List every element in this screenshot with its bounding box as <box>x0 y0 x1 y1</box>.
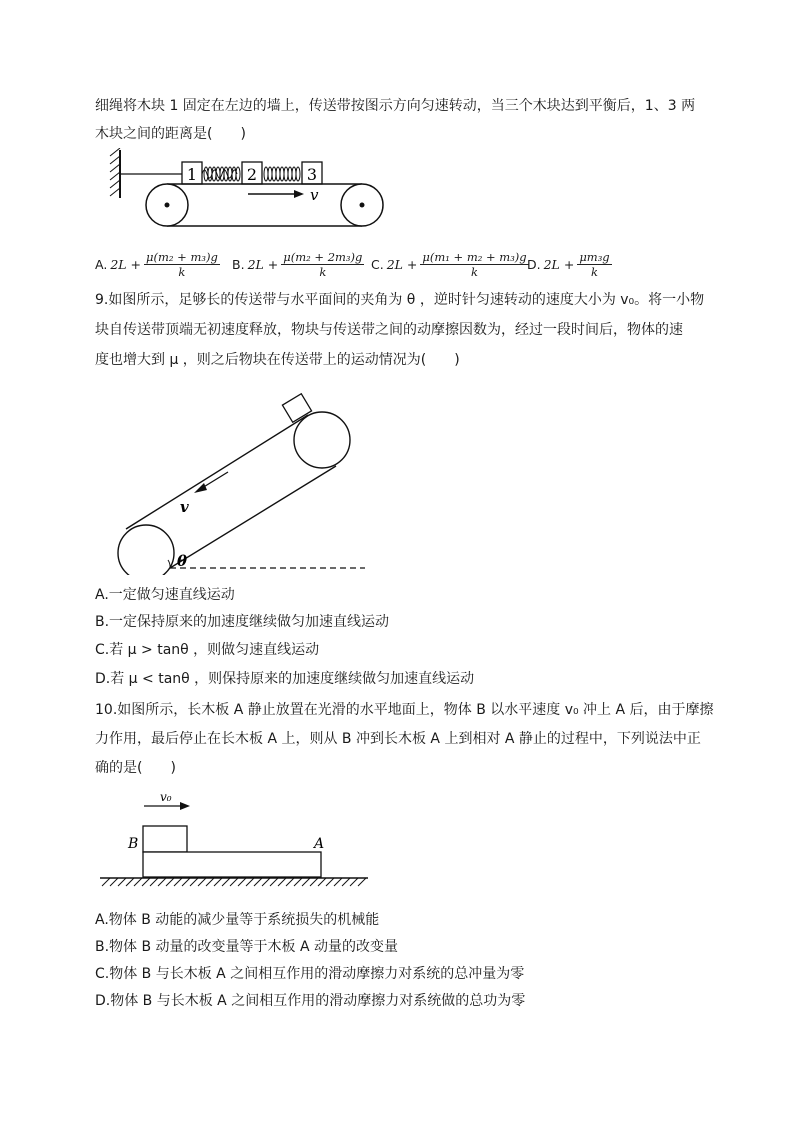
fraction <box>281 250 364 279</box>
ground-hatch <box>102 878 366 886</box>
denominator: k <box>178 264 186 279</box>
q8-stem-line1: 细绳将木块 1 固定在左边的墙上，传送带按图示方向匀速转动，当三个木块达到平衡后，1、3 两 <box>95 98 696 114</box>
q9-option-a[interactable]: A.一定做匀速直线运动 <box>95 587 235 603</box>
choice-prefix: 2L + <box>386 256 418 272</box>
choice-prefix: 2L + <box>543 256 575 272</box>
top-pulley <box>294 412 350 468</box>
q8-choices <box>95 246 715 282</box>
q9-stem-line3: 度也增大到 μ ，则之后物块在传送带上的运动情况为( ) <box>95 352 460 368</box>
q9-stem-line1: 9.如图所示，足够长的传送带与水平面间的夹角为 θ ，逆时针匀速转动的速度大小为 v₀。将一小物 <box>95 292 705 308</box>
q9-incline-figure <box>110 390 370 575</box>
q10-option-a[interactable]: A.物体 B 动能的减少量等于系统损失的机械能 <box>95 912 380 928</box>
label-a: A <box>314 836 325 852</box>
q10-stem-line3: 确的是( ) <box>95 760 176 776</box>
q10-option-c[interactable]: C.物体 B 与长木板 A 之间相互作用的滑动摩擦力对系统的总冲量为零 <box>95 966 525 982</box>
numerator: μm₃g <box>579 249 610 264</box>
belt-upper <box>126 415 308 529</box>
q9-option-b[interactable]: B.一定保持原来的加速度继续做匀加速直线运动 <box>95 614 390 630</box>
block-3-label: 3 <box>306 165 318 184</box>
board-a <box>143 852 321 877</box>
q10-stem-line2: 力作用，最后停止在长木板 A 上，则从 B 冲到长木板 A 上到相对 A 静止的过程中，下列说法中正 <box>95 731 701 747</box>
bottom-pulley <box>118 525 174 575</box>
denominator: k <box>471 264 479 279</box>
q8-conveyor-figure <box>100 148 390 233</box>
q10-board-figure <box>98 786 373 891</box>
denominator: k <box>591 264 598 279</box>
q8-choice-b[interactable] <box>232 246 364 282</box>
choice-prefix: 2L + <box>247 256 279 272</box>
q8-choice-c[interactable] <box>371 246 529 282</box>
choice-prefix: 2L + <box>110 256 142 272</box>
angle-label: θ <box>177 552 188 570</box>
block-1-label: 1 <box>186 165 198 184</box>
choice-label: B. <box>232 256 245 272</box>
fraction <box>577 250 611 279</box>
fraction <box>144 250 220 279</box>
q10-option-b[interactable]: B.物体 B 动量的改变量等于木板 A 动量的改变量 <box>95 939 399 955</box>
block-b <box>143 826 187 852</box>
q9-option-c[interactable]: C.若 μ > tanθ ，则做匀速直线运动 <box>95 642 320 658</box>
q8-choice-a[interactable] <box>95 246 220 282</box>
numerator: μ(m₁ + m₂ + m₃)g <box>422 249 527 264</box>
label-b: B <box>128 836 139 852</box>
q10-option-d[interactable]: D.物体 B 与长木板 A 之间相互作用的滑动摩擦力对系统做的总功为零 <box>95 993 526 1009</box>
choice-label: A. <box>95 256 108 272</box>
numerator: μ(m₂ + 2m₃)g <box>283 249 363 264</box>
velocity-label: v <box>310 186 319 204</box>
velocity-arrow <box>202 472 228 488</box>
choice-label: C. <box>371 256 384 272</box>
velocity-label: v₀ <box>160 790 172 804</box>
q9-stem-line2: 块自传送带顶端无初速度释放，物块与传送带之间的动摩擦因数为，经过一段时间后，物体的速 <box>95 322 683 338</box>
q10-stem-line1: 10.如图所示，长木板 A 静止放置在光滑的水平地面上，物体 B 以水平速度 v₀ 冲上 A 后，由于摩擦 <box>95 702 714 718</box>
q8-choice-d[interactable] <box>527 246 612 282</box>
q8-stem-line2: 木块之间的距离是( ) <box>95 126 246 142</box>
spring-2 <box>264 167 300 181</box>
numerator: μ(m₂ + m₃)g <box>146 249 218 264</box>
q9-option-d[interactable]: D.若 μ < tanθ ，则保持原来的加速度继续做匀加速直线运动 <box>95 671 475 687</box>
block-2-label: 2 <box>246 165 258 184</box>
wall-hatch <box>110 148 120 196</box>
fraction <box>420 250 528 279</box>
choice-label: D. <box>527 256 541 272</box>
velocity-label: v <box>180 498 189 516</box>
denominator: k <box>319 264 327 279</box>
